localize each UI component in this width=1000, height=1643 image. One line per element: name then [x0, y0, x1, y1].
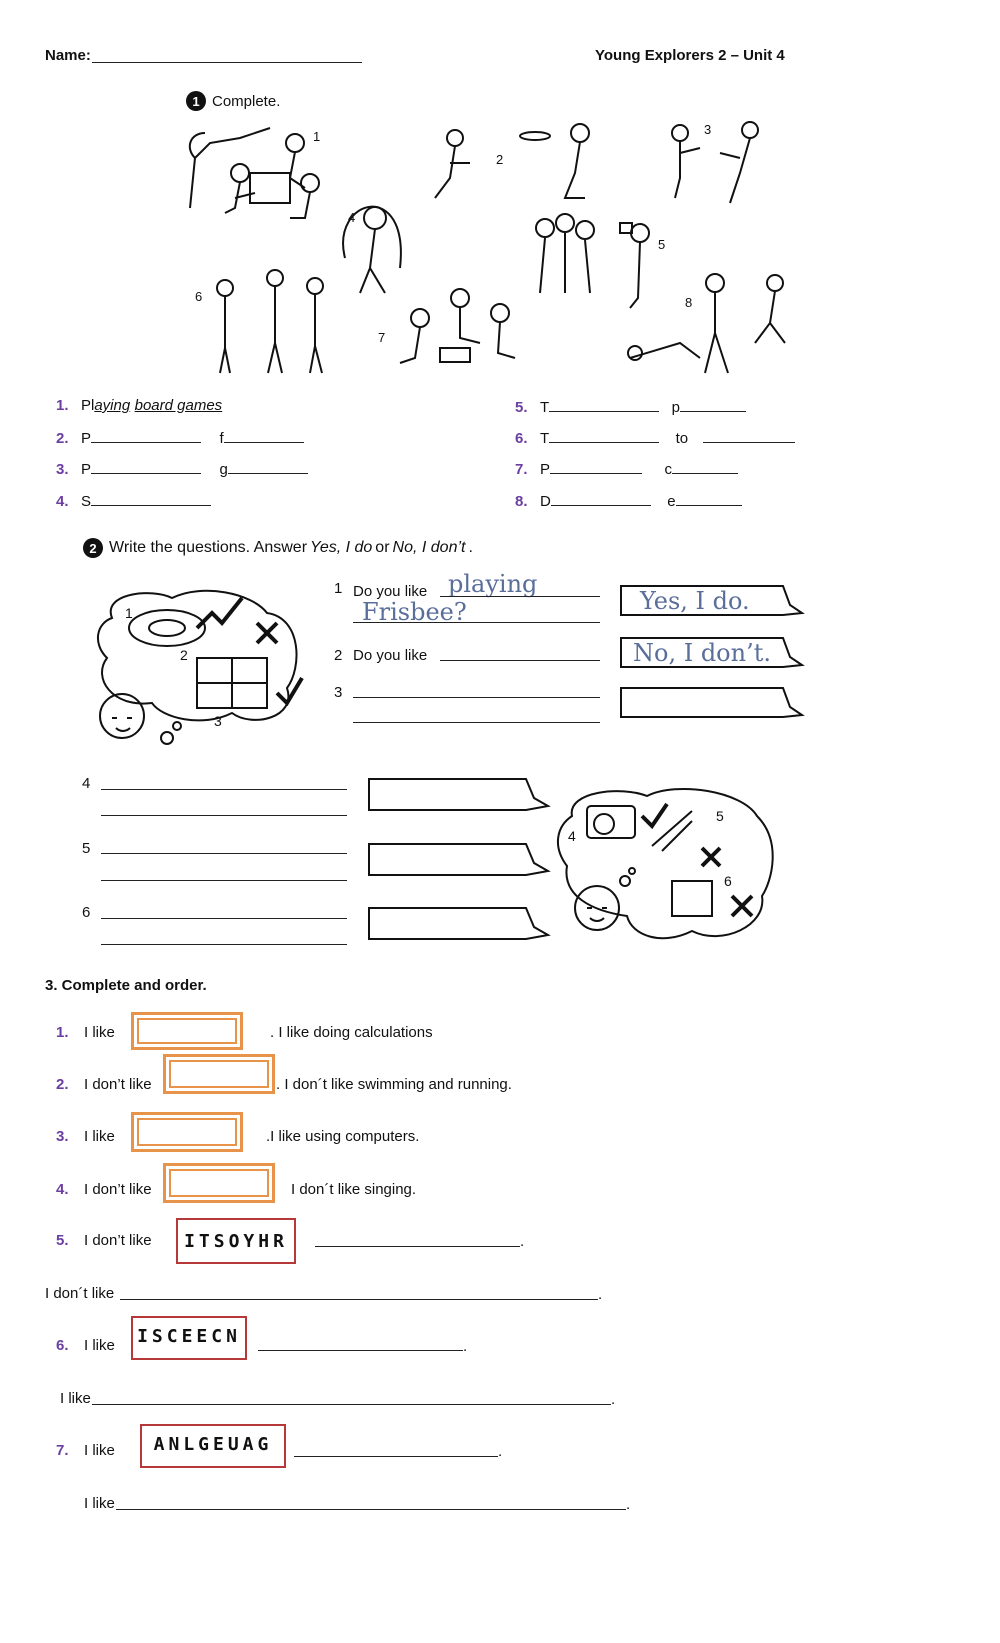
ex3-item-6-lead: I like: [84, 1337, 115, 1354]
thought-bubble-2: [552, 786, 777, 951]
thought2-num-6: 6: [724, 873, 732, 889]
ex1-item-6-blank-b[interactable]: [703, 428, 795, 443]
cross-icon-2: [702, 848, 720, 866]
ex3-item-1-lead: I like: [84, 1024, 115, 1041]
ex2-q2-prefix: Do you like: [353, 647, 428, 664]
ex1-item-3-blank-b[interactable]: [228, 459, 308, 474]
ex3-item-6-sentence-line[interactable]: [92, 1404, 611, 1405]
thought1-num-3: 3: [214, 713, 222, 729]
ex3-item-3-tail: .I like using computers.: [266, 1128, 420, 1145]
cards-icon: [672, 881, 712, 916]
name-label: Name:: [45, 47, 91, 64]
ex3-item-5-word-line[interactable]: [315, 1246, 520, 1247]
ex1-item-3-blank-a[interactable]: [91, 459, 201, 474]
ex3-item-7-sentence-lead: I like: [84, 1495, 115, 1512]
ex3-item-4-tail: I don´t like singing.: [291, 1181, 417, 1198]
ex1-item-1: 1. Playing board games: [56, 397, 223, 414]
ex3-item-6-num: 6.: [56, 1337, 69, 1354]
answer-bubble-3: [621, 688, 802, 717]
thought2-num-4: 4: [568, 828, 576, 844]
check-icon-1: [197, 598, 242, 628]
answer-bubbles-lower: [366, 776, 556, 946]
ex2-q5-num: 5: [82, 840, 91, 857]
pic-num-8: 8: [685, 295, 693, 310]
ex3-item-7-sentence-line[interactable]: [116, 1509, 626, 1510]
ex1-badge: 1: [186, 91, 206, 111]
ex2-q6-line-1[interactable]: [101, 918, 347, 919]
ex2-q1-prefix: Do you like: [353, 583, 428, 600]
ex3-title: 3. Complete and order.: [45, 977, 207, 994]
ex2-q2-line[interactable]: [440, 660, 600, 661]
ex2-q4-num: 4: [82, 775, 91, 792]
pic-num-6: 6: [195, 289, 203, 304]
ex1-item-7: 7. P c: [515, 459, 738, 479]
ex3-item-1-num: 1.: [56, 1024, 69, 1041]
check-icon-3: [642, 804, 667, 826]
answer-bubble-5: [369, 844, 548, 875]
ex3-item-5-sentence-line[interactable]: [120, 1299, 598, 1300]
ex1-item-3: 3. P g: [56, 459, 308, 479]
ex1-item-8-blank-b[interactable]: [676, 491, 742, 506]
ex1-item-5-blank-b[interactable]: [680, 397, 746, 412]
ex2-q3-line-1[interactable]: [353, 697, 600, 698]
ex1-item-2-blank-b[interactable]: [224, 428, 304, 443]
ex1-item-6-blank-a[interactable]: [549, 428, 659, 443]
pic-num-4: 4: [348, 210, 356, 225]
ex2-a1[interactable]: Yes, I do.: [640, 587, 750, 615]
ex3-item-5-scramble: ITSOYHR: [176, 1218, 296, 1264]
ex2-q5-line-1[interactable]: [101, 853, 347, 854]
ex2-q6-line-2[interactable]: [101, 944, 347, 945]
ex3-item-5-sentence-lead: I don´t like: [45, 1285, 115, 1302]
unit-title: Young Explorers 2 – Unit 4: [595, 47, 785, 64]
ex2-badge: 2: [83, 538, 103, 558]
ex3-item-1-tail: . I like doing calculations: [270, 1024, 433, 1041]
ex1-item-5: 5. T p: [515, 397, 746, 417]
ex1-item-7-blank-a[interactable]: [550, 459, 642, 474]
ex1-heading: [186, 91, 280, 111]
answer-bubble-4: [369, 779, 548, 810]
cross-icon-3: [732, 896, 752, 916]
ex3-item-7-scramble: ANLGEUAG: [140, 1424, 286, 1468]
ex3-item-7-num: 7.: [56, 1442, 69, 1459]
ex1-item-4-blank[interactable]: [91, 491, 211, 506]
frisbee-icon: [129, 610, 205, 646]
ex2-q2-num: 2: [334, 647, 343, 664]
ex3-item-4-answer-box[interactable]: [163, 1163, 275, 1203]
thought1-num-1: 1: [125, 605, 133, 621]
cross-icon-1: [257, 623, 277, 643]
ex2-q1-num: 1: [334, 580, 343, 597]
ex2-heading: 2 Write the questions. Answer Yes, I do or No, I don’t .: [83, 538, 473, 558]
ex1-item-8: 8. D e: [515, 491, 742, 511]
ex3-item-2-num: 2.: [56, 1076, 69, 1093]
ex2-q5-line-2[interactable]: [101, 880, 347, 881]
ex3-item-5-lead: I don’t like: [84, 1232, 152, 1249]
ex2-q3-line-2[interactable]: [353, 722, 600, 723]
ex3-item-5-num: 5.: [56, 1232, 69, 1249]
ex3-item-6-scramble: ISCEECN: [131, 1316, 247, 1360]
ex3-item-4-lead: I don’t like: [84, 1181, 152, 1198]
ex3-item-6-word-line[interactable]: [258, 1350, 463, 1351]
ex3-item-6-sentence-lead: I like: [60, 1390, 91, 1407]
thought-bubble-1: [92, 588, 307, 753]
ex1-item-6: 6. T to: [515, 428, 795, 448]
ex3-item-7-word-line[interactable]: [294, 1456, 498, 1457]
pic-num-2: 2: [496, 152, 504, 167]
ex1-item-7-blank-b[interactable]: [672, 459, 738, 474]
ex2-q3-num: 3: [334, 684, 343, 701]
ex3-item-7-lead: I like: [84, 1442, 115, 1459]
pic-num-3: 3: [704, 122, 712, 137]
ex3-item-1-answer-box[interactable]: [131, 1012, 243, 1050]
ex1-item-2: 2. P f: [56, 428, 304, 448]
ex3-item-2-lead: I don’t like: [84, 1076, 152, 1093]
ex1-item-1-answer-b[interactable]: board games: [134, 397, 223, 414]
ex1-instruction: Complete.: [212, 92, 281, 110]
thought2-num-5: 5: [716, 808, 724, 824]
name-input-line[interactable]: [92, 62, 362, 63]
tree-icon: [190, 128, 270, 208]
ex3-item-2-tail: . I don´t like swimming and running.: [276, 1076, 512, 1093]
ex1-activities-illustration: [180, 118, 800, 383]
pic-num-1: 1: [313, 129, 321, 144]
ex2-q4-line-2[interactable]: [101, 815, 347, 816]
ex3-item-3-num: 3.: [56, 1128, 69, 1145]
ex3-item-3-lead: I like: [84, 1128, 115, 1145]
ex1-item-5-blank-a[interactable]: [549, 397, 659, 412]
ex2-q1-answer-2[interactable]: Frisbee?: [362, 598, 467, 626]
pic-num-5: 5: [658, 237, 666, 252]
pic-num-7: 7: [378, 330, 386, 345]
ex1-item-4: 4. S: [56, 491, 211, 511]
ex2-q4-line-1[interactable]: [101, 789, 347, 790]
answer-bubble-6: [369, 908, 548, 939]
thought1-num-2: 2: [180, 647, 188, 663]
ex3-item-4-num: 4.: [56, 1181, 69, 1198]
ex2-q1-answer-1[interactable]: playing: [448, 570, 538, 598]
ex1-item-1-answer-a[interactable]: aying: [94, 397, 131, 414]
ex1-item-8-blank-a[interactable]: [551, 491, 651, 506]
ex2-q6-num: 6: [82, 904, 91, 921]
check-icon-2: [277, 678, 302, 703]
ex1-item-2-blank-a[interactable]: [91, 428, 201, 443]
ex3-item-2-answer-box[interactable]: [163, 1054, 275, 1094]
ex2-a2[interactable]: No, I don’t.: [633, 639, 771, 667]
ex3-item-3-answer-box[interactable]: [131, 1112, 243, 1152]
